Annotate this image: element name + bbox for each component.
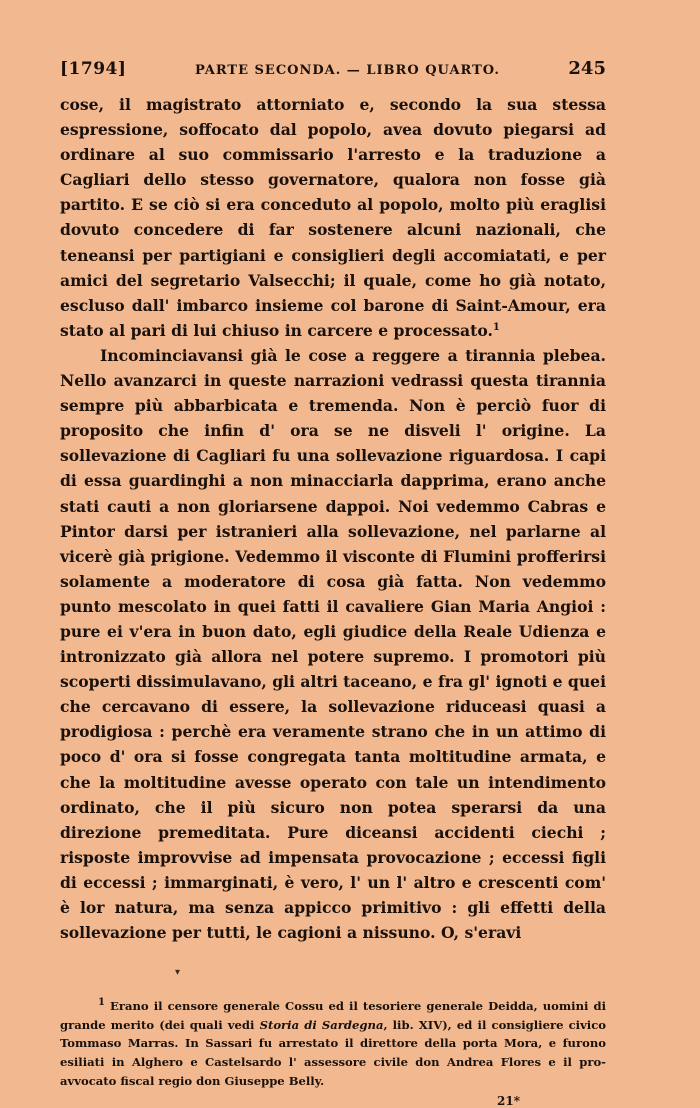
footnote-text-1: Erano il censore generale Cossu ed il tesoriere generale Deidda, uomini di grande merito (dei quali vedi xyxy=(60,999,606,1032)
print-speck: ▾ xyxy=(175,967,181,979)
paragraph-2: Incominciavansi già le cose a reggere a tirannia plebea. Nello avanzarci in queste narrazioni vedrassi questa tirannia sempre più abbarbicata e tremenda. Non è perciò fuor di proposito che infin d' ora se ne disveli l' origine. La sollevazione di Cagliari fu una sollevazione riguardosa. I capi di essa guardinghi a non minacciarla dapprima, erano anche stati cauti a non gloriarsene dappoi. Noi vedemmo Cabras e Pintor darsi per istranieri alla sollevazione, nel parlarne al vicerè già prigione. Vedemmo il visconte di Flumini profferirsi solamente a moderatore di cosa già fatta. Non vedemmo punto mescolato in quei fatti il cavaliere Gian Maria Angioi : pure ei v'era in buon dato, egli giudice della Reale Udienza e intronizzato già allora nel potere supremo. I promotori più scoperti dissimulavano, gli altri taceano, e fra gl' ignoti e quei che cercavano di essere, la sollevazione riduceasi quasi a prodigiosa : perchè era veramente strano che in un attimo di poco d' ora si fosse congregata tanta moltitudine armata, e che la moltitudine avesse operato con tale un intendimento ordinato, che il più sicuro non potea sperarsi da una direzione premeditata. Pure diceansi accidenti ciechi ; risposte improvvise ad impensata provocazione ; eccessi figli di eccessi ; immarginati, è vero, l' un l' altro e crescenti com' è lor natura, ma senza appicco primitivo : gli effetti della sollevazione per tutti, le cagioni a nissuno. O, s'eravi xyxy=(60,345,607,943)
book-page xyxy=(60,58,606,1108)
header-year: [1794] xyxy=(60,59,127,79)
footnote-marker: 1 xyxy=(98,997,105,1009)
footnote-reference: 1 xyxy=(492,321,500,333)
page-header xyxy=(60,58,606,92)
footnote-italic-title: Storia di Sardegna xyxy=(259,1017,384,1032)
paragraph-1 xyxy=(60,92,606,343)
footnote xyxy=(60,997,606,1090)
running-title: PARTE SECONDA. — LIBRO QUARTO. xyxy=(194,63,500,78)
footnote-separator xyxy=(60,945,606,997)
page-number: 245 xyxy=(568,58,606,79)
signature-mark: 21* xyxy=(497,1094,520,1108)
paragraph-1-text: cose, il magistrato attorniato e, secondo la sua stessa espressione, soffocato dal popolo, avea dovuto piegarsi ad ordinare al suo commissario l'arresto e la traduzione a Cagliari dello stesso governatore, qualora non fosse già partito. E se ciò si era conceduto al popolo, molto più eraglisi dovuto concedere di far sostenere alcuni nazionali, che teneansi per partigiani e consiglieri degli accomiatati, e per amici del segretario Valsecchi; il quale, come ho già notato, escluso dall' imbarco insieme col barone di Saint-Amour, era stato al pari di lui chiuso in carcere e processato. xyxy=(60,95,606,340)
body-text xyxy=(60,92,606,945)
footnote-text-2: , lib. XIV), ed il consigliere civico Tommaso Marras. In Sassari fu arrestato il direttore della porta Mora, e furono esiliati in Alghero e Castelsardo l' assessore civile don Andrea Flores e il pro-avvocato fiscal regio don Giuseppe Belly. xyxy=(60,1017,607,1088)
